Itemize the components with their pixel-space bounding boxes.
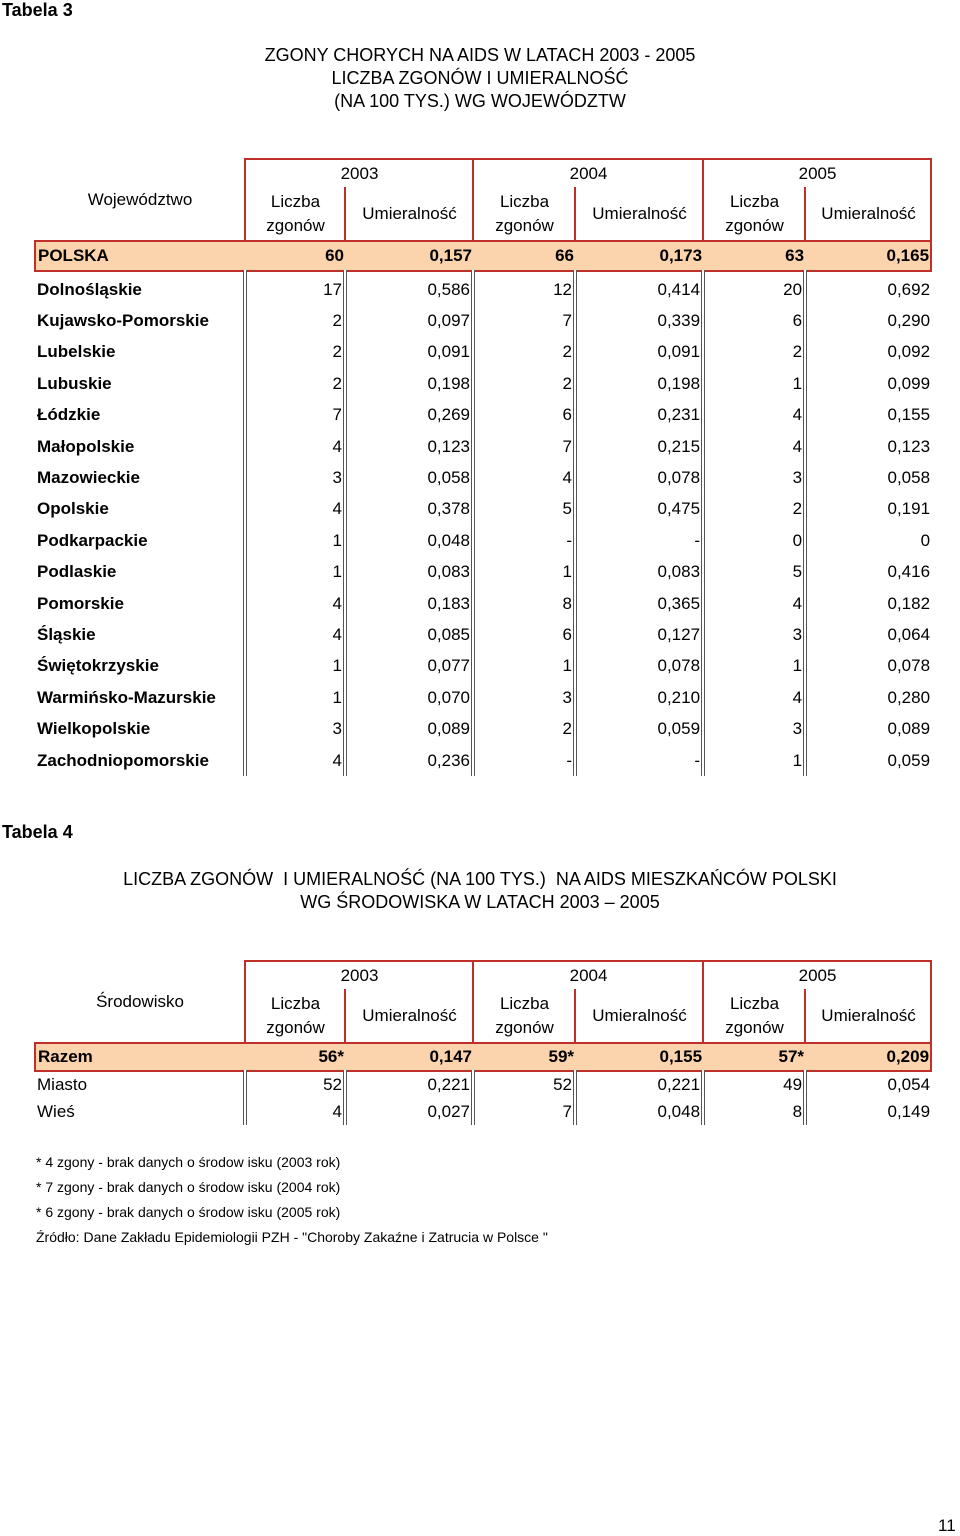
t4-total-cell: 59* [473, 1043, 575, 1071]
t3-row-name: Zachodniopomorskie [37, 750, 209, 770]
table4-title-line2: WG ŚRODOWISKA W LATACH 2003 – 2005 [300, 892, 660, 912]
t3-header-count-2005: Liczba zgonów [703, 187, 805, 241]
t3-row-cell: 0 [805, 525, 931, 556]
t3-row-cell: 0,182 [805, 588, 931, 619]
t3-row-cell: - [473, 745, 575, 776]
t3-row-name: Opolskie [37, 499, 109, 519]
t3-row-name: Lubelskie [37, 342, 116, 362]
t3-row-cell: - [473, 525, 575, 556]
t3-row-cell: 0,280 [805, 682, 931, 713]
t3-row [35, 557, 931, 588]
t3-row-cell: 0,127 [575, 619, 703, 650]
t3-row-name: Świętokrzyskie [37, 656, 159, 676]
t4-total-cell: 57* [703, 1043, 805, 1071]
t4-total-cell: 0,155 [575, 1043, 703, 1071]
t3-row-cell: 4 [703, 588, 805, 619]
t3-row-cell: 4 [245, 619, 345, 650]
t3-header-main: Województwo [87, 189, 193, 209]
t3-row-cell: 0,692 [805, 274, 931, 305]
t4-total-cell: 0,147 [345, 1043, 473, 1071]
t3-row-name: Podlaskie [37, 562, 117, 582]
t3-row-cell: 0,058 [345, 462, 473, 493]
t3-row-cell: 8 [473, 588, 575, 619]
t3-row-cell: 7 [473, 305, 575, 336]
t4-row [35, 1098, 931, 1125]
t3-row-cell: 0,064 [805, 619, 931, 650]
t4-row-cell: 7 [473, 1098, 575, 1125]
t3-row-cell: 1 [473, 557, 575, 588]
note-2003: * 4 zgony - brak danych o środow isku (2003 rok) [36, 1154, 341, 1170]
t3-row-cell: 0,183 [345, 588, 473, 619]
t3-row-name: Wielkopolskie [37, 719, 151, 739]
t3-total-row [35, 241, 931, 271]
t3-row-cell: 0,339 [575, 305, 703, 336]
t4-row-cell: 0,054 [805, 1071, 931, 1098]
table3-title [180, 44, 780, 113]
note-2005: * 6 zgony - brak danych o środow isku (2005 rok) [36, 1204, 341, 1220]
t3-row-cell: 2 [245, 368, 345, 399]
t3-total-cell: 0,157 [345, 241, 473, 271]
t3-row-cell: 1 [245, 651, 345, 682]
table4-title [40, 868, 920, 914]
t3-row-cell: 4 [703, 682, 805, 713]
table3-label: Tabela 3 [2, 0, 73, 20]
t4-row-cell: 4 [245, 1098, 345, 1125]
t4-row-cell: 52 [473, 1071, 575, 1098]
t3-row-cell: 6 [473, 400, 575, 431]
t3-row-cell: 0,078 [575, 651, 703, 682]
t4-year-row [35, 961, 931, 989]
t3-row [35, 400, 931, 431]
t3-row-cell: 0,378 [345, 494, 473, 525]
t4-header-rate-2005: Umieralność [805, 989, 931, 1043]
t3-row-cell: 4 [245, 745, 345, 776]
t3-row-cell: 0,123 [805, 431, 931, 462]
t4-row-cell: 0,221 [345, 1071, 473, 1098]
t3-row-cell: 2 [473, 337, 575, 368]
t3-row-cell: 0,059 [805, 745, 931, 776]
t3-row-cell: 5 [473, 494, 575, 525]
t3-row [35, 462, 931, 493]
t3-row-cell: 1 [473, 651, 575, 682]
t3-row-cell: 2 [245, 305, 345, 336]
t3-row-cell: 1 [245, 682, 345, 713]
t4-header-count-2004: Liczba zgonów [473, 989, 575, 1043]
t3-row-cell: 0,083 [345, 557, 473, 588]
t4-year-2004: 2004 [473, 961, 703, 989]
t3-row-cell: 2 [245, 337, 345, 368]
t3-year-2004: 2004 [473, 159, 703, 187]
note-2004: * 7 zgony - brak danych o środow isku (2004 rok) [36, 1179, 341, 1195]
t3-row-cell: 20 [703, 274, 805, 305]
t3-row-cell: 3 [703, 713, 805, 744]
t3-total-name: POLSKA [35, 241, 245, 271]
t4-row-cell: 0,149 [805, 1098, 931, 1125]
t4-row-cell: 52 [245, 1071, 345, 1098]
t4-total-name: Razem [35, 1043, 245, 1071]
t3-row-cell: 5 [703, 557, 805, 588]
t3-row-name: Podkarpackie [37, 530, 148, 550]
t3-row-name: Dolnośląskie [37, 279, 142, 299]
t3-row-cell: 0,290 [805, 305, 931, 336]
t3-total-cell: 60 [245, 241, 345, 271]
t4-header-rate-2004: Umieralność [575, 989, 703, 1043]
table4-title-line1: LICZBA ZGONÓW I UMIERALNOŚĆ (NA 100 TYS.) NA AIDS MIESZKAŃCÓW POLSKI [123, 869, 837, 889]
t3-row-cell: 2 [703, 337, 805, 368]
t3-row-cell: 0,048 [345, 525, 473, 556]
t3-header-rate-2004: Umieralność [575, 187, 703, 241]
t4-row-cell: 49 [703, 1071, 805, 1098]
t3-year-2003: 2003 [245, 159, 473, 187]
t3-row-name: Łódzkie [37, 405, 101, 425]
t3-row [35, 588, 931, 619]
t3-row-cell: 6 [473, 619, 575, 650]
t4-year-2003: 2003 [245, 961, 473, 989]
t3-row-cell: 0,123 [345, 431, 473, 462]
table4 [34, 960, 932, 1125]
t3-row-cell: 3 [245, 713, 345, 744]
t4-year-2005: 2005 [703, 961, 931, 989]
t3-row-cell: 6 [703, 305, 805, 336]
t4-total-row [35, 1043, 931, 1071]
t3-row-cell: 4 [245, 494, 345, 525]
t3-row-cell: 3 [703, 619, 805, 650]
t3-row-cell: 0,097 [345, 305, 473, 336]
t3-row-name: Mazowieckie [37, 468, 140, 488]
t3-row-cell: 0,077 [345, 651, 473, 682]
t3-row [35, 337, 931, 368]
t3-row-cell: 0,078 [575, 462, 703, 493]
t4-row-cell: 8 [703, 1098, 805, 1125]
t3-row-cell: 3 [703, 462, 805, 493]
table3-title-line2: LICZBA ZGONÓW I UMIERALNOŚĆ [331, 68, 629, 88]
t4-row-name: Miasto [37, 1075, 88, 1094]
t3-header-rate-2005: Umieralność [805, 187, 931, 241]
t4-header-main: Środowisko [96, 991, 184, 1011]
t4-header-rate-2003: Umieralność [345, 989, 473, 1043]
t3-row [35, 619, 931, 650]
t3-row-cell: 4 [245, 588, 345, 619]
t3-row [35, 431, 931, 462]
t4-total-cell: 0,209 [805, 1043, 931, 1071]
t3-row-cell: 0,198 [575, 368, 703, 399]
t3-total-cell: 0,173 [575, 241, 703, 271]
t3-row-cell: 4 [703, 400, 805, 431]
t4-row [35, 1071, 931, 1098]
t3-row-cell: 1 [245, 557, 345, 588]
t4-row-cell: 0,027 [345, 1098, 473, 1125]
t3-row-cell: 0,091 [345, 337, 473, 368]
t3-row-cell: 7 [245, 400, 345, 431]
t4-header-count-2003: Liczba zgonów [245, 989, 345, 1043]
t3-row-cell: 0,070 [345, 682, 473, 713]
t3-row-cell: 0,210 [575, 682, 703, 713]
t3-row-cell: 0,099 [805, 368, 931, 399]
t3-row-cell: 0,089 [345, 713, 473, 744]
t3-row-cell: 0,414 [575, 274, 703, 305]
t3-row-cell: 0,089 [805, 713, 931, 744]
t3-row-cell: 1 [703, 745, 805, 776]
table3-title-line3: (NA 100 TYS.) WG WOJEWÓDZTW [334, 91, 626, 111]
t3-row-name: Śląskie [37, 624, 96, 644]
t4-header-count-2005: Liczba zgonów [703, 989, 805, 1043]
t3-total-cell: 0,165 [805, 241, 931, 271]
t3-row-cell: 2 [473, 713, 575, 744]
t3-header-rate-2003: Umieralność [345, 187, 473, 241]
t3-row-cell: 1 [245, 525, 345, 556]
t3-row [35, 713, 931, 744]
table4-label: Tabela 4 [2, 822, 73, 842]
t3-row [35, 651, 931, 682]
source-note: Źródło: Dane Zakładu Epidemiologii PZH - "Choroby Zakaźne i Zatrucia w Polsce " [36, 1229, 548, 1245]
t3-row-cell: 0,059 [575, 713, 703, 744]
t3-row-cell: 0,365 [575, 588, 703, 619]
t3-row-cell: 3 [245, 462, 345, 493]
t3-total-cell: 66 [473, 241, 575, 271]
t3-year-row [35, 159, 931, 187]
t3-row [35, 274, 931, 305]
t3-row-cell: 4 [473, 462, 575, 493]
t3-row [35, 305, 931, 336]
t3-row [35, 525, 931, 556]
t3-row-cell: 0,155 [805, 400, 931, 431]
t3-row-cell: - [575, 525, 703, 556]
table3 [34, 158, 932, 776]
t3-row-cell: 4 [245, 431, 345, 462]
t3-row-cell: 0,269 [345, 400, 473, 431]
t3-row-name: Warmińsko-Mazurskie [37, 687, 216, 707]
t3-row-cell: 0,215 [575, 431, 703, 462]
t3-year-2005: 2005 [703, 159, 931, 187]
t3-row-cell: 0,092 [805, 337, 931, 368]
t4-row-name: Wieś [37, 1101, 75, 1121]
t3-row-cell: 17 [245, 274, 345, 305]
t3-row-cell: 1 [703, 651, 805, 682]
t3-row-cell: 1 [703, 368, 805, 399]
t3-row-cell: 0,083 [575, 557, 703, 588]
t3-row-cell: 0,085 [345, 619, 473, 650]
t3-row-cell: 4 [703, 431, 805, 462]
t3-row-cell: 0,236 [345, 745, 473, 776]
t3-row-cell: - [575, 745, 703, 776]
t3-row-name: Lubuskie [37, 373, 112, 393]
t3-row [35, 745, 931, 776]
t3-total-cell: 63 [703, 241, 805, 271]
t3-row-cell: 0,586 [345, 274, 473, 305]
t3-row-name: Kujawsko-Pomorskie [37, 311, 209, 331]
t3-header-count-2004: Liczba zgonów [473, 187, 575, 241]
t3-row-cell: 0,091 [575, 337, 703, 368]
t3-row-cell: 0 [703, 525, 805, 556]
t3-row-cell: 0,058 [805, 462, 931, 493]
t3-row-cell: 0,198 [345, 368, 473, 399]
t3-row [35, 494, 931, 525]
t3-row-cell: 0,078 [805, 651, 931, 682]
t3-row-cell: 2 [703, 494, 805, 525]
t3-row-cell: 7 [473, 431, 575, 462]
t3-row-cell: 0,475 [575, 494, 703, 525]
page-number: 11 [938, 1516, 956, 1535]
t3-row-cell: 0,416 [805, 557, 931, 588]
t4-total-cell: 56* [245, 1043, 345, 1071]
t3-header-count-2003: Liczba zgonów [245, 187, 345, 241]
table3-title-line1: ZGONY CHORYCH NA AIDS W LATACH 2003 - 2005 [264, 45, 696, 65]
t3-row-name: Pomorskie [37, 593, 124, 613]
t4-row-cell: 0,221 [575, 1071, 703, 1098]
t3-row-name: Małopolskie [37, 436, 135, 456]
t4-row-cell: 0,048 [575, 1098, 703, 1125]
t3-row [35, 682, 931, 713]
t3-row-cell: 3 [473, 682, 575, 713]
t3-row-cell: 12 [473, 274, 575, 305]
t3-row-cell: 0,231 [575, 400, 703, 431]
t3-row-cell: 2 [473, 368, 575, 399]
t3-row [35, 368, 931, 399]
t3-row-cell: 0,191 [805, 494, 931, 525]
